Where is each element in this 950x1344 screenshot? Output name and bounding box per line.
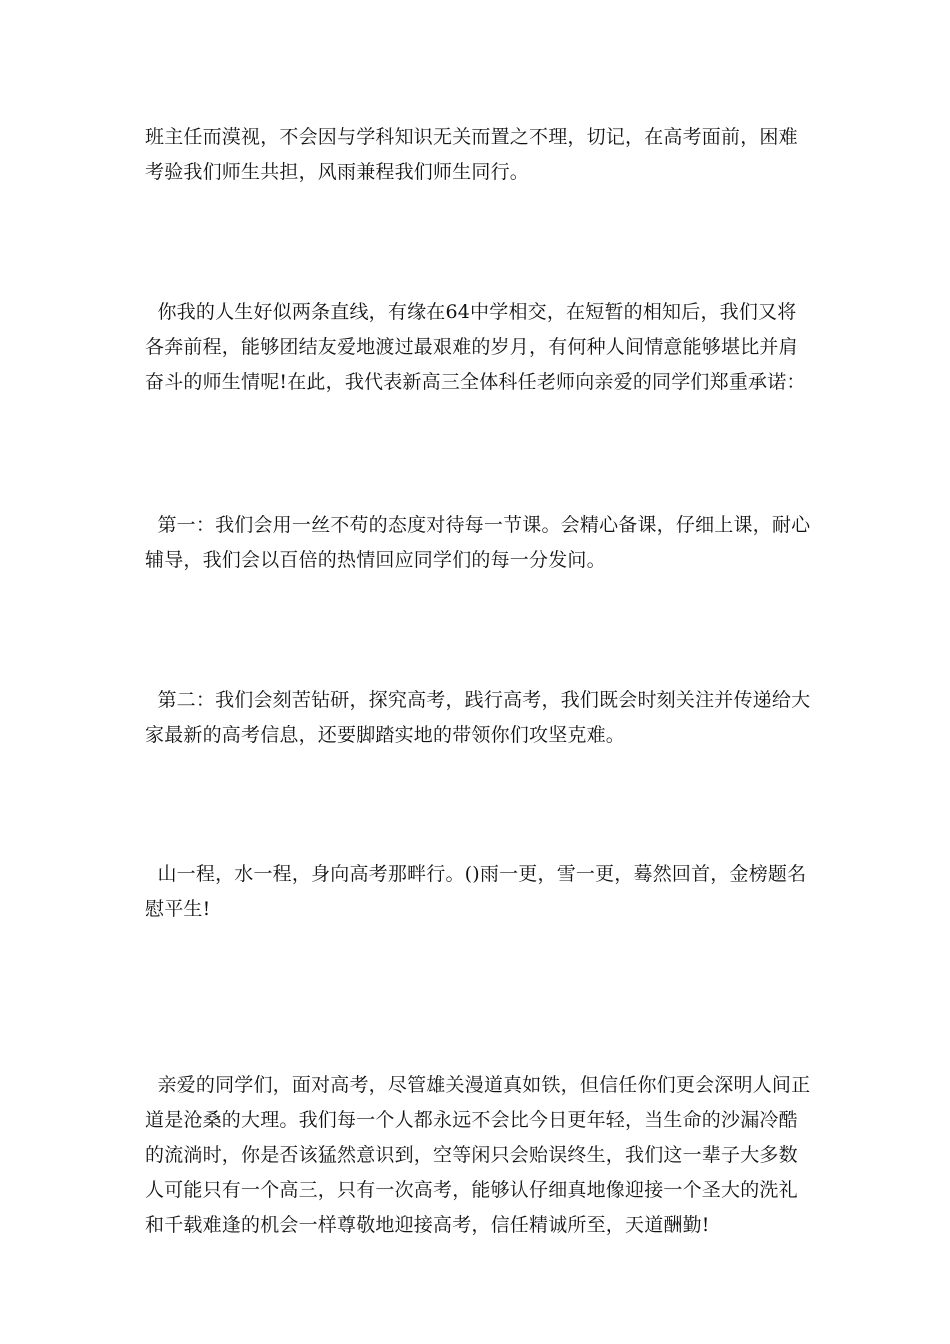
paragraph-line: 慰平生! bbox=[145, 898, 211, 920]
paragraph-line: 各奔前程，能够团结友爱地渡过最艰难的岁月，有何种人间情意能够堪比并肩 bbox=[145, 336, 798, 358]
paragraph-line: 人可能只有一个高三，只有一次高考，能够认仔细真地像迎接一个圣大的洗礼 bbox=[145, 1179, 798, 1201]
paragraph-line: 山一程，水一程，身向高考那畔行。()雨一更，雪一更，蓦然回首，金榜题名 bbox=[145, 863, 807, 885]
paragraph-4 bbox=[145, 683, 810, 753]
paragraph-5 bbox=[145, 857, 810, 927]
paragraph-3 bbox=[145, 508, 810, 578]
paragraph-line: 道是沧桑的大理。我们每一个人都永远不会比今日更年轻，当生命的沙漏冷酷 bbox=[145, 1109, 798, 1131]
paragraph-line: 考验我们师生共担，风雨兼程我们师生同行。 bbox=[145, 161, 530, 183]
paragraph-line: 和千载难逢的机会一样尊敬地迎接高考，信任精诚所至，天道酬勤! bbox=[145, 1214, 710, 1236]
paragraph-2 bbox=[145, 295, 810, 400]
paragraph-line: 第一：我们会用一丝不苟的态度对待每一节课。会精心备课，仔细上课，耐心 bbox=[145, 514, 811, 536]
paragraph-line: 你我的人生好似两条直线，有缘在64中学相交，在短暂的相知后，我们又将 bbox=[145, 301, 797, 323]
paragraph-line: 家最新的高考信息，还要脚踏实地的带领你们攻坚克难。 bbox=[145, 724, 626, 746]
paragraph-6 bbox=[145, 1068, 810, 1243]
paragraph-line: 奋斗的师生情呢!在此，我代表新高三全体科任老师向亲爱的同学们郑重承诺： bbox=[145, 371, 806, 393]
paragraph-line: 亲爱的同学们，面对高考，尽管雄关漫道真如铁，但信任你们更会深明人间正 bbox=[145, 1074, 811, 1096]
paragraph-line: 班主任而漠视，不会因与学科知识无关而置之不理，切记，在高考面前，困难 bbox=[145, 126, 798, 148]
paragraph-line: 第二：我们会刻苦钻研，探究高考，践行高考，我们既会时刻关注并传递给大 bbox=[145, 689, 811, 711]
paragraph-line: 辅导，我们会以百倍的热情回应同学们的每一分发问。 bbox=[145, 549, 606, 571]
paragraph-line: 的流淌时，你是否该猛然意识到，空等闲只会贻误终生，我们这一辈子大多数 bbox=[145, 1144, 798, 1166]
paragraph-1 bbox=[145, 120, 810, 190]
